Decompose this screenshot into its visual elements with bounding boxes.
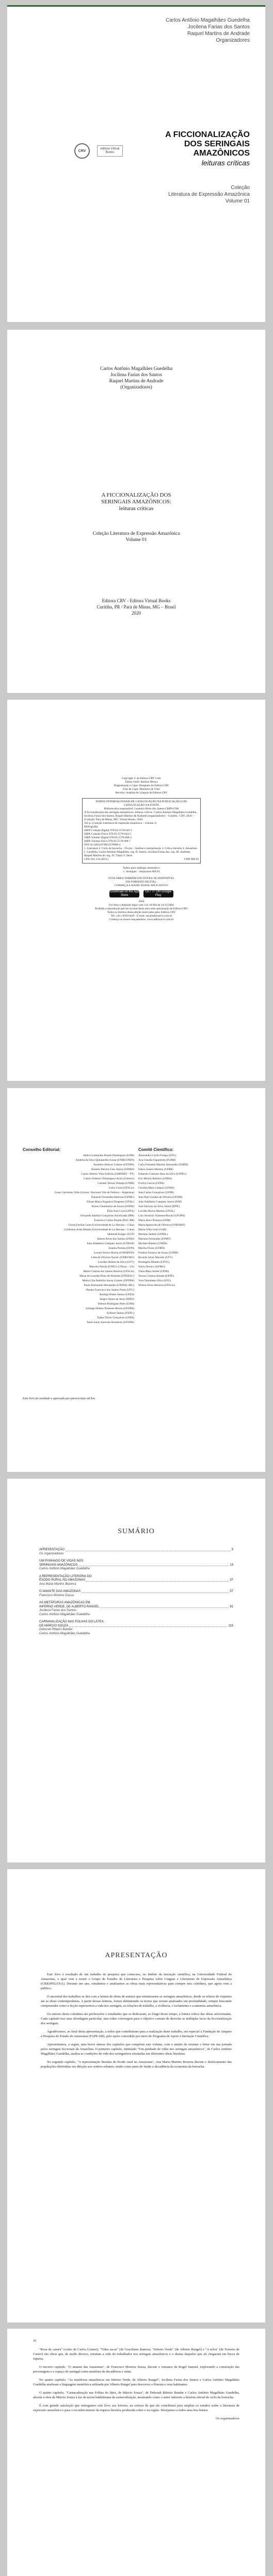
review-note: Este livro foi avaliado e aprovado por pareceristas ad hoc. xyxy=(23,1397,96,1400)
editorial-board-member: Renato Francisco dos Santos Paula (UFG) xyxy=(86,1289,134,1292)
collection-line: Volume 01 xyxy=(125,537,147,543)
author: Raquel Martins de Andrade xyxy=(109,379,164,384)
credit-line: Revisão: Analista de Línguas da Editora CRV xyxy=(115,791,168,794)
toc-entry[interactable] xyxy=(39,1590,233,1598)
credit-line: Diagramação e Capa: Designers da Editora CRV xyxy=(114,784,169,787)
publisher-logos xyxy=(74,143,123,159)
paragraph: Agradecemos, ao final desta apresentação, a todos que contribuíram para a realização deste trabalho, em especial à Fundação de Amparo à Pesquisa do Estado do Amazonas (FAPEAM), pelo apoio concedido por meio do Programa de Apoio à Iniciação Científica. xyxy=(41,2030,232,2038)
credit-line: Copyright © da Editora CRV Ltda. xyxy=(121,777,162,780)
copyright-page xyxy=(7,700,265,1081)
app-store-badge[interactable]: Download on the App Store xyxy=(109,890,139,897)
editorial-board-member: João Adalberto Campato Junior (UNESP) xyxy=(87,1242,134,1245)
scientific-committee-member: Maria Célia Leite (UnB) xyxy=(138,1228,167,1231)
toc-entry-title: AS METÁFORAS AMAZÔNICAS EM xyxy=(39,1601,90,1604)
legal-notice xyxy=(82,904,201,922)
toc-title: SUMÁRIO xyxy=(118,1528,155,1535)
scientific-committee-member: Wilson Alves Bezerra (UFSCar) xyxy=(138,1284,175,1287)
editorial-board-member: Maria Cristina dos Santos Bezerra (UFSCar) xyxy=(83,1270,134,1273)
cip-line: 162 p. (Coleção Literatura de expressão amazônica – volume 1) xyxy=(84,822,157,825)
presentation-body xyxy=(41,1972,232,2073)
organizers-label: (Organizadores) xyxy=(120,385,152,390)
toc-entry-title: ÊXODO RURAL NO AMAZONAS xyxy=(39,1579,86,1582)
paragraph: O terceiro capítulo, "O amante das Amazonas", de Francisco Moreira Sousa, discute o romance de Rogel Samuel, explorando a construção das personagens e o espaço do seringal como metáfora de decadência e ruína. xyxy=(33,2365,239,2374)
editorial-board-member: Sérgio Nunes de Jesus (IFRO) xyxy=(100,1298,134,1301)
editorial-board-member: Aldira Guimarães Duarte Domínguez (UNB) xyxy=(83,1154,134,1157)
editorial-board-member: Guillermo Arias Beatón (Universidade de La Havana – Cuba) xyxy=(64,1228,134,1231)
toc-page-number: 9 xyxy=(231,1548,233,1551)
title-page-authors xyxy=(7,366,265,391)
toc-list xyxy=(39,1548,233,1639)
editorial-board-member: Lídia de Oliveira Xavier (UNIEURO) xyxy=(91,1256,134,1259)
author: Carlos Antônio Magalhães Guedelha xyxy=(100,366,173,371)
editorial-board-member: Carmen Tereza Velanga (UNIR) xyxy=(98,1182,134,1185)
cdu-code: CDU 821.134.3(811) xyxy=(84,858,108,861)
collection-line: Coleção xyxy=(231,185,250,191)
toc-entry-author: Carlos Antônio Magalhães Guedelha xyxy=(39,1567,90,1570)
paragraph: É com grande satisfação que entregamos este livro aos leitores, na certeza de que ele contribuirá para ampliar os estudos sobre a literatura de expressão amazônica e para o reconhecimento da riqueza literária produzida sobre e na região. Desejamos a todos uma boa leitura. xyxy=(33,2404,239,2412)
table-of-contents-page xyxy=(7,1479,265,1862)
boards xyxy=(23,1147,250,1325)
editorial-board xyxy=(23,1147,134,1325)
toc-entry[interactable] xyxy=(39,1548,233,1556)
editorial-board-member: Celso Conti (UFSCar) xyxy=(108,1187,134,1190)
title-page-title xyxy=(7,492,265,512)
editorial-board-member: Maria Lília Imbiriba Sousa Colares (UFOPA) xyxy=(82,1279,134,1282)
classification-row xyxy=(84,858,199,861)
scientific-committee-member: Eduardo Cristiano Hass da Silva (UFPEL) xyxy=(138,1173,187,1176)
toc-page-number: 115 xyxy=(228,1624,233,1628)
scientific-committee-member: Marilia Flores (UFRO) xyxy=(138,1247,165,1250)
paragraph: Os autores desta coletânea são professores e estudantes que se dedicaram, ao longo desse tempo, à leitura crítica das obras selecionadas. Cada capítulo traz uma abordagem particular, mas todos convergem para o objetivo comum de desvelar as múltiplas faces da ficcionalização dos seringais. xyxy=(41,2012,232,2025)
year: 2020 xyxy=(138,900,144,903)
scientific-committee-member: Luiz Severino Ximenes-Rocha (UFOPA) xyxy=(138,1214,185,1217)
editorial-board-member: Carlos Alberto Vilar Estêvão (UMINHO – PT) xyxy=(81,1173,134,1176)
catalog-index xyxy=(82,867,201,874)
editorial-board-member: Elizeu Clementino de Souza (UNEB) xyxy=(91,1205,134,1208)
editorial-board-member: Simone Rodrigues Pinto (UNB) xyxy=(98,1302,134,1306)
scientific-committee-member: Rosângela Mendes (UFSC) xyxy=(138,1261,170,1264)
cip-title-line: CATALOGAÇÃO NA FONTE xyxy=(123,804,159,807)
notice-line: ESTA OBRA TAMBÉM ENCONTRA-SE DISPONÍVEL xyxy=(108,877,174,880)
toc-entry-title: O AMANTE DAS AMAZONAS xyxy=(39,1590,81,1593)
toc-page-number: 81 xyxy=(230,1605,233,1608)
editorial-board-member: Jailson Alves dos Santos (UFRJ) xyxy=(97,1238,134,1241)
author: Jocilena Farias dos Santos xyxy=(110,372,162,378)
editorial-board-names xyxy=(23,1154,134,1325)
scientific-committee xyxy=(138,1147,250,1325)
scientific-committee-member: Silvia Dorrico (UFMG) xyxy=(138,1265,166,1268)
paragraph: O ancestral dos trabalhos se deu com a leitura de obras de autores que tematizaram os seringais amazônicos, desde os relatos de viajantes até as obras contemporâneas. A partir dessas leituras, fomos delimitando os textos que seriam analisados em profundidade, sempre buscando compreender como a ficção representou a vida nos seringais, as relações de trabalho, a violência, o isolamento e a natureza amazônica. xyxy=(41,1995,232,2008)
cover-authors xyxy=(166,17,250,44)
scientific-committee-title: Comitê Científico: xyxy=(138,1147,174,1152)
cip-title-line: DADOS INTERNACIONAIS DE CATALOGAÇÃO NA PUBLICAÇÃO (CIP) xyxy=(95,800,187,803)
toc-entry-author: Francisco Moreira Sousa xyxy=(39,1594,74,1597)
cip-header xyxy=(84,800,199,811)
legal-line: Tel.: (41) 3039-6418 - E-mail: sac@editoracrv.com.br xyxy=(110,914,172,918)
toc-entry-author: Carlos Antônio Magalhães Guedelha xyxy=(39,1613,90,1616)
scientific-committee-member: Edson Soares Martins (UFRR) xyxy=(138,1168,173,1171)
paragraph: No quarto capítulo, "As metáforas amazônicas em Inferno Verde, de Alberto Rangel", Jocilena Farias dos Santos e Carlos Antônio Magalhães Guedelha analisam a linguagem metafórica utilizada por Alberto Rangel para descrever a floresta e seus habitantes. xyxy=(33,2378,239,2386)
editorial-board-member: Lourdes Helena da Silva (UFV) xyxy=(98,1261,134,1264)
editorial-board-page xyxy=(7,1088,265,1472)
cip-line: ISBN Volume Digital 978-65-5578-009-4 xyxy=(84,836,132,839)
editorial-board-member: Francisco Carlos Duarte (PUC-PR) xyxy=(94,1219,134,1222)
editorial-board-member: Gloria Fariñas León (Universidade de La Havana – Cuba) xyxy=(68,1224,134,1227)
scientific-committee-member: Maria Aparecida de Oliveira (UNEMAT) xyxy=(138,1224,185,1227)
title-page xyxy=(7,330,265,693)
toc-page-number: 13 xyxy=(230,1563,233,1567)
toc-entry-author: Carlos Antônio Magalhães Guedelha xyxy=(39,1632,90,1635)
editorial-board-member: Carlos Federico Dominguez Avila (Unieuro) xyxy=(84,1177,134,1180)
toc-entry-title: SERINGAIS AMAZÔNICOS xyxy=(39,1563,78,1567)
scientific-committee-member: João Adalberto Campato Junior (FAP) xyxy=(138,1200,182,1204)
scientific-committee-member: Geraldo Maia Campos (UFMS) xyxy=(138,1187,174,1190)
toc-leader xyxy=(66,1548,231,1551)
editorial-board-title: Conselho Editorial: xyxy=(23,1147,61,1152)
cover-title-line: DOS SERINGAIS xyxy=(184,140,250,148)
toc-leader xyxy=(86,1579,229,1582)
crv-logo-icon: CRV xyxy=(74,143,90,159)
cover-page xyxy=(7,5,265,322)
editorial-board-member: Cesar Gerónimo Tello (Univer. Nacional Três de Febrero – Argentina) xyxy=(54,1191,134,1194)
paragraph: Apresentamos, a seguir, uma breve síntese dos capítulos que compõem este volume, com o intuito de orientar o leitor em sua jornada pelos seringais ficcionais da Amazônia. O primeiro capítulo, intitulado "Um punhado de vidas nos seringais amazônicos", de Carlos Antônio Magalhães Guedelha, analisa as condições de vida dos seringueiros retratadas em diferentes obras literárias. xyxy=(41,2043,232,2056)
collection-line: Coleção Literatura de Expressão Amazônica xyxy=(92,531,180,536)
cip-line: 1. Literatura 2. Ciclo da borracha – Ficção – Análise e interpretação 3. Crítica literária 4. Amazônia I. Guedelha, Carlos Antônio Magalhães. org. II. Santos, Jocilena Farias dos. org. III. Andrade, Raquel Martins de. org. IV. Título V. Série. xyxy=(84,847,197,857)
scientific-committee-member: José Davison da Silva Júnior (IFPE) xyxy=(138,1205,180,1208)
page-number: 10 xyxy=(33,2340,36,2343)
legal-line: Conheça os nossos lançamentos: www.editoracrv.com.br xyxy=(109,918,174,921)
virtual-books-logo-icon: editora Virtual Books xyxy=(97,145,123,157)
toc-entry-author: Os organizadores xyxy=(39,1552,64,1555)
editorial-board-member: Helmuth Krüger (UCP) xyxy=(107,1233,134,1236)
paragraph: No segundo capítulo, "A representação literária do êxodo rural no Amazonas", Ana Maria Martins Bezerra discute o deslocamento das populações ribeirinhas em direção aos centros urbanos, tendo como pano de fundo a decadência da economia da borracha. xyxy=(41,2060,232,2069)
toc-page-number: 37 xyxy=(230,1579,233,1582)
cover-collection xyxy=(168,184,250,205)
presentation-page xyxy=(7,1869,265,2323)
presentation-title: APRESENTAÇÃO xyxy=(105,1952,168,1959)
editorial-board-member: Élsio José Corá (UFFS) xyxy=(107,1210,134,1213)
toc-leader xyxy=(100,1605,229,1608)
editorial-board-member: Solange Helena Ximenes-Rocha (UFOPA) xyxy=(85,1307,134,1310)
cip-line: Bibliografia xyxy=(84,825,98,828)
toc-entry-title: UM PUNHADO DE VIDAS NOS xyxy=(39,1560,84,1563)
editorial-board-member: Leonel Severo Rocha (UNISINOS) xyxy=(93,1251,134,1255)
editorial-board-member: Rodrigo Pratte-Santos (UFES) xyxy=(99,1293,134,1296)
title-line: SERINGAIS AMAZÔNICOS: xyxy=(101,499,171,505)
cover-author: Raquel Martins de Andrade xyxy=(187,31,250,37)
editorial-board-member: Paulo Romualdo Hernandes (UNIFAL-MG) xyxy=(84,1284,134,1287)
credits xyxy=(82,777,201,795)
editorial-board-member: Marcelo Paixão (UFRJ e UTexas – US) xyxy=(89,1265,134,1268)
scientific-committee-member: Vera Tietzmann Silva (UFG) xyxy=(138,1279,171,1282)
paragraph: "Rosa de caruru" (conto de Carlos Gomes); "Vidas secas" (de Graciliano Ramos); "Inferno Verde" (de Alberto Rangel) e "A selva" (de Ferreira de Castro) são obras que, de modo diverso, retratam a vida do trabalhador nos seringais amazônicos e o drama daqueles que ali chegaram em busca de riqueza. xyxy=(33,2348,239,2361)
toc-leader xyxy=(82,1590,229,1593)
editorial-board-member: Josania Portela (UFPI) xyxy=(108,1247,134,1250)
editorial-board-member: Maria de Lourdes Pinto de Almeida (UNOESC) xyxy=(79,1275,134,1278)
signature: Os organizadores xyxy=(216,2417,239,2420)
editorial-board-member: Tania Suely Azevedo Brasileiro (UFOPA) xyxy=(86,1321,134,1324)
digital-notice xyxy=(82,877,201,888)
scientific-committee-member: Ana Claudia Figueiredo (FURB) xyxy=(138,1159,176,1162)
toc-entry-title: DE MÁRCIO SOUZA xyxy=(39,1624,69,1628)
cip-line: DOI 10.24824/978655578009.4 xyxy=(84,843,121,846)
cip-title-line: Bibliotecária responsável: Luzenira Alves dos Santos CRB9/1506 xyxy=(104,807,179,810)
scientific-committee-member: Carla Fernanda Martins Alexandre (UERN) xyxy=(138,1163,188,1166)
publisher-line: Editora CRV - Editora Virtual Books xyxy=(102,598,171,603)
toc-entry-author: Jocilena Farias dos Santos xyxy=(39,1609,77,1612)
toc-entry[interactable] xyxy=(39,1575,233,1587)
cdd-code: CDD 869.93 xyxy=(184,858,199,861)
cover-title-line: A FICCIONALIZAÇÃO xyxy=(165,130,250,139)
scientific-committee-member: Alessandra Corrêa Farago (UFG) xyxy=(138,1154,176,1157)
toc-entry-title: CARNAVALIZAÇÃO NAS FOLHAS DO LÁTEX, xyxy=(39,1620,105,1623)
toc-entry-author: Ana Maria Martins Bezerra xyxy=(39,1582,76,1586)
editorial-board-member: Antônio Pereira Gaio Júnior (UFRRJ) xyxy=(91,1168,134,1171)
toc-entry-title: INFERNO VERDE, DE ALBERTO RANGEL xyxy=(39,1605,100,1608)
editorial-board-member: Anselmo Alencar Colares (UFOPA) xyxy=(93,1163,134,1166)
editorial-board-member: Elione Maria Nogueira Diogenes (UFAL) xyxy=(87,1200,134,1204)
scientific-committee-member: Lucidéa Rocha Martins (UFAL) xyxy=(138,1210,175,1213)
publisher-line: Curitiba, PR / Pará de Minas, MG – Brasil xyxy=(97,604,176,609)
credit-line: Foto de Capa: Monteiro de Vitor xyxy=(123,788,160,791)
editorial-board-member: Eduardo Fernandes Barbosa (UFMG) xyxy=(91,1196,134,1199)
notice-line: CONHEÇA E BAIXE NOSSO APLICATIVO! xyxy=(115,884,168,887)
scientific-committee-member: Maria Alice Proença (UEM) xyxy=(138,1219,171,1222)
scientific-committee-member: Norbert Fonseca de Sousa (UFRR) xyxy=(138,1251,178,1255)
scientific-committee-names xyxy=(138,1154,250,1288)
editorial-board-member: Tadeu Oliver Gonçalves (UFPA) xyxy=(97,1316,134,1319)
store-badges xyxy=(82,890,201,897)
google-play-badge[interactable]: GET IT ON Google Play xyxy=(143,890,173,897)
index-line: Índice para catálogo sistemático xyxy=(123,867,160,870)
cover-author: Carlos Antônio Magalhães Guedelha xyxy=(166,18,250,23)
presentation-body-continued xyxy=(33,2339,239,2425)
cover-title-line: AMAZÔNICOS xyxy=(193,149,250,158)
paragraph: O quinto capítulo, "Carnavalização nas Folhas do látex, de Márcio Souza", de Deborah Ribeiro Bandar e Carlos Antônio Magalhães Guedelha, aborda a obra de Márcio Souza à luz da teoria bakhtiniana da carnavalização, mostrando como o autor subverte a história oficial do ciclo da borracha. xyxy=(33,2391,239,2399)
title-page-collection xyxy=(7,531,265,543)
toc-leader xyxy=(78,1564,229,1567)
toc-entry-author: Deborah Ribeiro Bandar xyxy=(39,1628,73,1631)
notice-line: EM FORMATO DIGITAL. xyxy=(125,880,157,884)
cover-title xyxy=(165,130,250,167)
credit-line: Editor-chefe: Railson Moura xyxy=(125,781,158,784)
toc-entry[interactable] xyxy=(39,1601,233,1617)
editorial-board-member: Sydione Santos (UEPG) xyxy=(106,1312,134,1315)
paragraph: Este livro é resultado de um trabalho de pesquisa que conta-nos, no âmbito da iniciação científica, na Universidade Federal do Amazonas, o qual vem a reunir o Grupo de Estudos de Literatura e Pesquisa sobre Línguas e Literaturas de Expressão Amazônica (GRESPELEXA). Durante um ano, estudamos e analisamos as obras mais representativas para compor esta coletânea, que agora vem a público. xyxy=(41,1973,232,1990)
index-line: 1. Seringais – Amazonas 869.93 xyxy=(123,870,160,873)
publisher-line: 2020 xyxy=(132,611,141,616)
toc-entry-title: A REPRESENTAÇÃO LITERÁRIA DO xyxy=(39,1574,92,1578)
toc-entry[interactable] xyxy=(39,1560,233,1571)
cover-subtitle: leituras críticas xyxy=(201,159,250,167)
cip-line: ISBN Volume Físico 978-65-5578-008-7 xyxy=(84,840,131,843)
toc-entry[interactable] xyxy=(39,1620,233,1636)
scientific-committee-member: Mariana Fernandes (UFMT) xyxy=(138,1238,171,1241)
cover-organizers-label: Organizadores xyxy=(216,38,250,43)
editorial-board-member: Andréia da Silva Quintanilha Sousa (UNIR/UFRN) xyxy=(75,1159,134,1162)
legal-line: Foi feito o depósito legal conf. Lei 10.994 de 14/12/2004 xyxy=(109,904,174,907)
editorial-board-member: Fernando Antônio Gonçalves Alcoforado (IPB) xyxy=(80,1214,134,1217)
toc-page-number: 57 xyxy=(230,1590,233,1593)
copyright-block xyxy=(82,777,201,922)
scientific-committee-member: Jean Carlos Gonçalves (UFPR) xyxy=(138,1191,174,1194)
scientific-committee-member: Ricardo Alves Macedo (UFV) xyxy=(138,1256,173,1259)
presentation-page-continued xyxy=(7,2329,265,2576)
scientific-committee-member: Jean Paul Guedes de Oliveira (UFAM) xyxy=(138,1196,183,1199)
title-line: leituras críticas xyxy=(119,505,154,512)
scientific-committee-member: Tereza Cristina Amado (UFPE) xyxy=(138,1275,174,1278)
scientific-committee-member: Evelyn Garcia (UFPA) xyxy=(138,1182,165,1185)
scientific-committee-member: Eric Miorin Ramires (UFBA) xyxy=(138,1177,172,1180)
cip-line: ISBN Coleção Digital 978-65-5578-045-2 xyxy=(84,829,133,832)
cover-author: Jocilena Farias dos Santos xyxy=(187,24,250,30)
legal-line: Proibida a reprodução parcial ou total desta obra sem autorização da Editora CRV xyxy=(94,907,188,910)
cip-line: A ficcionalização dos seringais amazônicos: leituras críticas / Carlos Antônio Magalhães Guedelha, Jocilena Farias dos Santos, Raquel Martins de Andrade (organizadores) – Curitiba : CRV, 2020. – (Coleção: Para de Minas, MG: Virtual Books, 2020. xyxy=(84,811,197,821)
scientific-committee-member: Marlene Seibert (UFPEL) xyxy=(138,1233,168,1236)
title-line: A FICCIONALIZAÇÃO DOS xyxy=(101,492,171,498)
title-page-publisher xyxy=(7,598,265,616)
cip-box xyxy=(82,798,201,863)
cip-line: ISBN Coleção Física 978-65-5578-044-5 xyxy=(84,833,131,836)
legal-line: Todos os direitos desta edição reservados pela: Editora CRV xyxy=(107,911,176,914)
collection-line: Literatura de Expressão Amazônica xyxy=(168,192,250,197)
toc-leader xyxy=(69,1624,227,1628)
scientific-committee-member: Michele Ribeiro (UNEB) xyxy=(138,1242,167,1245)
scientific-committee-member: Tânia Mara Seidel (UFPA) xyxy=(138,1270,169,1273)
collection-line: Volume 01 xyxy=(225,198,250,204)
toc-entry-title: APRESENTAÇÃO xyxy=(39,1548,65,1551)
